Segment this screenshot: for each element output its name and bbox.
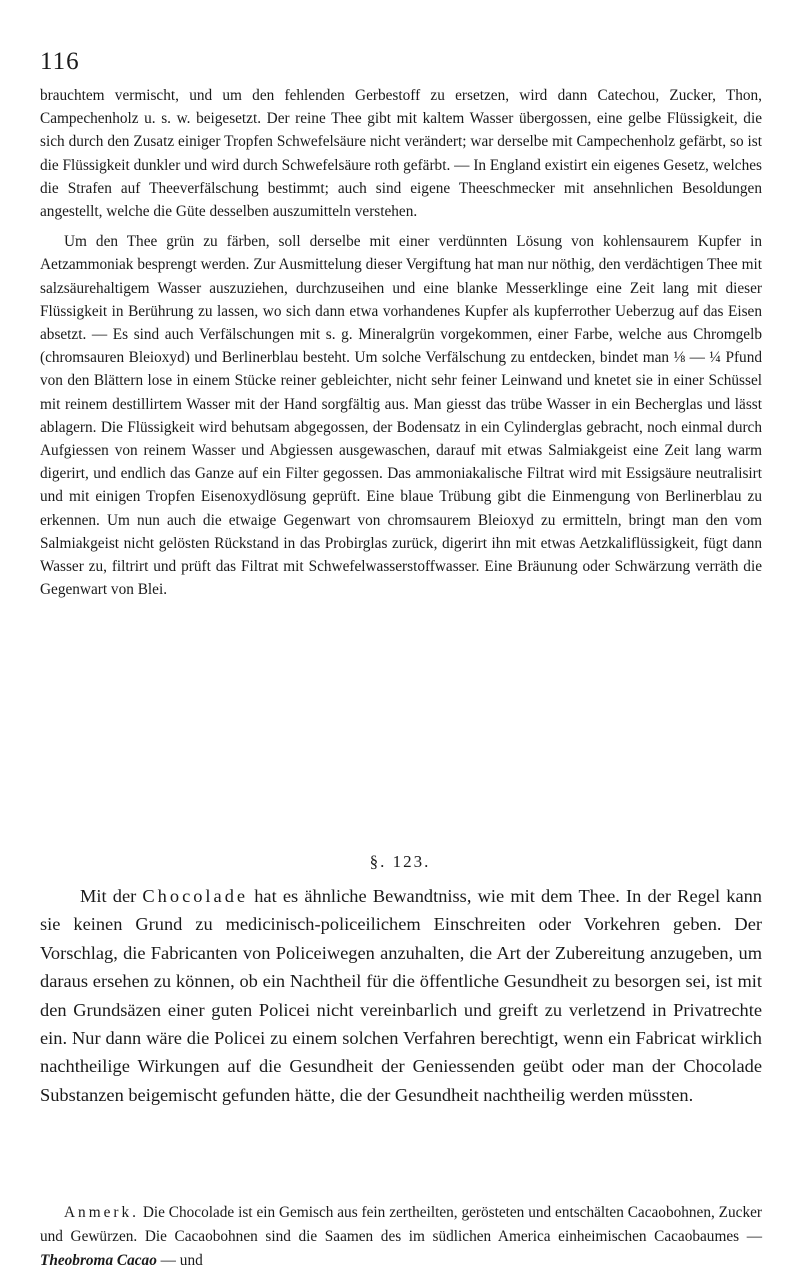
footnote-paragraph bbox=[40, 1201, 762, 1273]
page-number: 116 bbox=[40, 48, 80, 75]
footnote-species-name: Theobroma Cacao bbox=[40, 1252, 157, 1269]
footnote-label: Anmerk. bbox=[64, 1204, 139, 1221]
footnote-tail: — und bbox=[156, 1252, 203, 1269]
paragraph-green-tea-testing: Um den Thee grün zu färben, soll derselbe mit einer verdünnten Lösung von kohlensaurem Kupfer in Aetzammoniak besprengt werden. Zur Ausmittelung dieser Vergiftung hat man nur nöthig, den verdächtigen Thee mit salzsäurehaltigem Wasser auszuziehen, durchzuseihen und eine blanke Messerklinge eine Zeit lang mit dieser Flüssigkeit in Berührung zu lassen, wo sich dann etwa vorhandenes Kupfer als kupferrother Ueberzug auf das Eisen absetzt. — Es sind auch Verfälschungen mit s. g. Mineralgrün vorgekommen, einer Farbe, welche aus Chromgelb (chromsauren Bleioxyd) und Berlinerblau besteht. Um solche Verfälschung zu entdecken, bindet man ⅛ — ¼ Pfund von den Blättern lose in einem Stücke reiner gebleichter, nicht sehr feiner Leinwand und knetet sie in einer Schüssel mit reinem destillirtem Wasser mit der Hand sorgfältig aus. Man giesst das trübe Wasser in ein Becherglas und lässt ablagern. Die Flüssigkeit wird behutsam abgegossen, der Bodensatz in ein Cylinderglas gebracht, noch einmal durch Aufgiessen von reinem Wasser und Abgiessen ausgewaschen, darauf mit etwas Salmiakgeist eine Zeit lang warm digerirt, und endlich das Ganze auf ein Filter gegossen. Das ammoniakalische Filtrat wird mit Essigsäure neutralisirt und mit einigen Tropfen Eisenoxydlösung geprüft. Eine blaue Trübung gibt die Einmengung von Berlinerblau zu erkennen. Um nun auch die etwaige Gegenwart von chromsaurem Bleioxyd zu ermitteln, bringt man den vom Salmiakgeist nicht gelösten Rückstand in das Probirglas zurück, digerirt ihn mit etwas Aetzkaliflüssigkeit, fügt dann Wasser zu, filtrirt und prüft das Filtrat mit Schwefelwasserstoffwasser. Eine Bräunung oder Schwärzung verräth die Gegenwart von Blei. bbox=[40, 233, 762, 599]
section-heading: §. 123. bbox=[369, 852, 431, 871]
paragraph-chocolate-body: hat es ähnliche Bewandtniss, wie mit dem Thee. In der Regel kann sie keinen Grund zu medicinisch-policeilichem Einschreiten oder Vorkehren geben. Der Vorschlag, die Fabricanten von Policeiwegen anzuhalten, die Art der Zubereitung anzugeben, um daraus ersehen zu können, ob ein Nachtheil für die öffentliche Gesundheit zu besorgen sei, ist mit den Grundsäzen einer guten Policei nicht vereinbarlich und greift zu verletzend in Privatrechte ein. Nur dann wäre die Policei zu einem solchen Verfahren berechtigt, wenn ein Fabricat wirklich nachtheilige Wirkungen auf die Gesundheit der Geniessenden geübt oder man der Chocolade Substanzen beigemischt gefunden hätte, die der Gesundheit nachtheilig werden müssten. bbox=[40, 886, 762, 1105]
body-text-small bbox=[40, 84, 762, 601]
paragraph-chocolate bbox=[40, 882, 762, 1109]
footnote bbox=[40, 1201, 762, 1273]
paragraph-chocolate-lead: Mit der bbox=[80, 886, 143, 906]
body-text-large bbox=[40, 882, 762, 1109]
footnote-text: Die Chocolade ist ein Gemisch aus fein zertheilten, gerösteten und entschälten Cacaobohnen, Zucker und Gewürzen. Die Cacaobohnen sind die Saamen des im südlichen America einheimischen Cacaobaumes — bbox=[40, 1204, 762, 1245]
chocolate-term: Chocolade bbox=[142, 886, 249, 906]
paragraph-tea-adulteration: brauchtem vermischt, und um den fehlenden Gerbestoff zu ersetzen, wird dann Catechou, Zucker, Thon, Campechenholz u. s. w. beigesetzt. Der reine Thee gibt mit kaltem Wasser übergossen, eine gelbe Flüssigkeit, die sich durch den Zusatz einiger Tropfen Schwefelsäure nicht verändert; war derselbe mit Campechenholz gefärbt, so ist die Flüssigkeit dunkler und wird durch Schwefelsäure roth gefärbt. — In England existirt ein eigenes Gesetz, welches die Strafen auf Theeverfälschung bestimmt; auch sind eigene Theeschmecker mit ansehnlichen Besoldungen angestellt, welche die Güte desselben auszumitteln verstehen. bbox=[40, 87, 762, 221]
